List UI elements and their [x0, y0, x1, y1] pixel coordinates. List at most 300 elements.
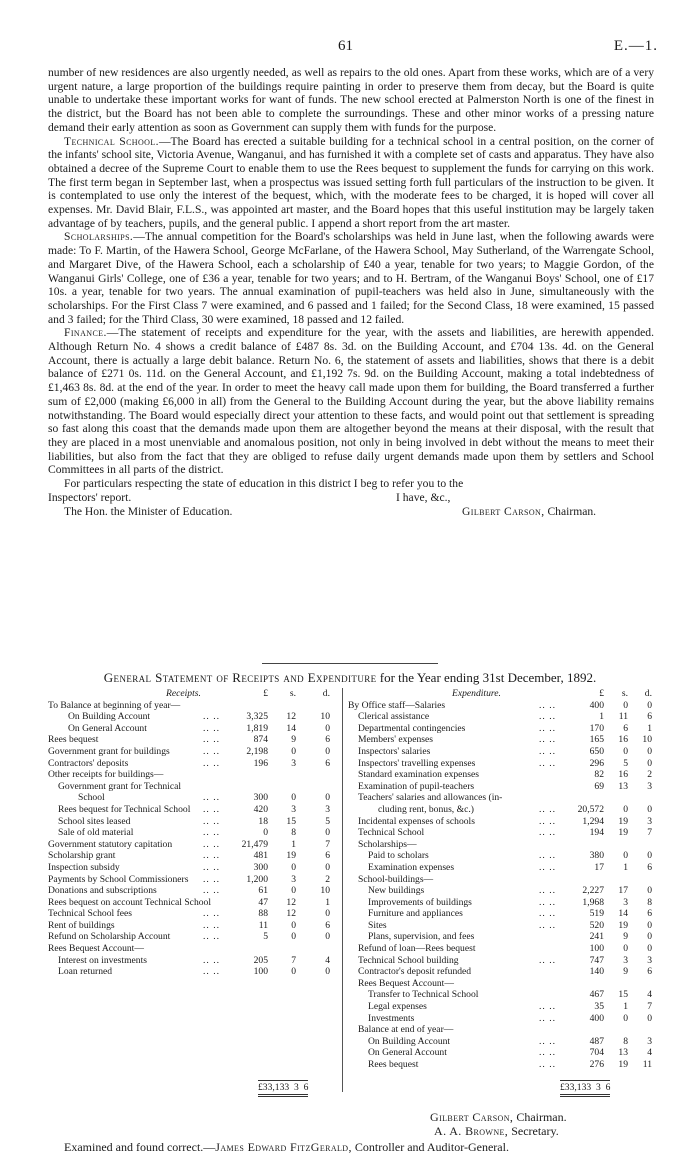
- amount-pence: 0: [647, 745, 652, 757]
- leader-dots: .. ..: [539, 827, 556, 839]
- paragraph-buildings: number of new residences are also urgently needed, as well as repairs to the old ones. Apart from these works, which are of a very urgent nature, a large proportion of the buildings require painting in order to preserve them from decay, but the Board is quite unable to undertake these important works for want of funds. The new school erected at Palmerston North is one of the finest in the district, but the Board has not been able to complete the surroundings. These and other minor works of a pressing nature demand their early attention as soon as Government can supply them with funds for the purpose.: [48, 66, 654, 134]
- signer: [462, 505, 596, 519]
- secretary-title: Secretary.: [511, 1124, 559, 1138]
- ledger-label: Government grant for buildings: [48, 745, 170, 757]
- amount-pounds: 276: [589, 1059, 604, 1070]
- ledger-row: [348, 966, 652, 978]
- leader-dots: .. ..: [539, 815, 556, 827]
- leader-dots: .. ..: [539, 722, 556, 734]
- total-shillings: 3: [595, 1082, 601, 1093]
- amount-pence: 0: [325, 931, 330, 943]
- ledger-label: School: [78, 792, 105, 804]
- ledger-label: Technical School fees: [48, 908, 133, 920]
- ledger-label: Clerical assistance: [358, 711, 430, 723]
- amount-shillings: 3: [623, 896, 628, 908]
- leader-dots: .. ..: [539, 734, 556, 746]
- amount-pence: 3: [325, 803, 330, 815]
- ledger-label: To Balance at beginning of year—: [48, 699, 181, 711]
- amount-pounds: 467: [589, 989, 604, 1001]
- ledger-row: [48, 931, 336, 943]
- ledger-label: Contractor's deposit refunded: [358, 966, 472, 978]
- leader-dots: .. ..: [539, 850, 556, 862]
- amount-pounds: 100: [589, 943, 604, 955]
- ledger-row: [48, 734, 336, 746]
- page-number: 61: [338, 38, 353, 54]
- amount-pounds: 140: [589, 966, 604, 978]
- leader-dots: .. ..: [539, 896, 556, 908]
- ledger-row: [348, 943, 652, 955]
- ledger-label: Furniture and appliances: [368, 908, 463, 920]
- amount-pence: 7: [647, 827, 652, 839]
- ledger-label: Technical School building: [358, 954, 459, 966]
- ledger-label: Refund on Scholarship Account: [48, 931, 171, 943]
- amount-shillings: 0: [291, 931, 296, 943]
- amount-shillings: 3: [291, 803, 296, 815]
- leader-dots: .. ..: [203, 792, 220, 804]
- amount-pence: 0: [647, 757, 652, 769]
- amount-pounds: 2,198: [246, 745, 268, 757]
- amount-shillings: 15: [286, 815, 296, 827]
- ledger-row: [48, 769, 336, 781]
- leader-dots: .. ..: [539, 954, 556, 966]
- leader-dots: .. ..: [539, 745, 556, 757]
- amount-pence: 0: [325, 722, 330, 734]
- report-body: [48, 66, 654, 533]
- amount-shillings: 11: [618, 711, 628, 723]
- currency-header-s: s.: [289, 688, 296, 699]
- amount-shillings: 9: [623, 966, 628, 978]
- section-heading: Finance.: [64, 326, 107, 340]
- ledger-row: [348, 874, 652, 886]
- amount-pence: 8: [647, 896, 652, 908]
- ledger-row: [48, 966, 336, 978]
- ledger-row: [348, 989, 652, 1001]
- ledger-row: [348, 816, 652, 828]
- amount-shillings: 12: [286, 711, 296, 723]
- amount-pence: 0: [325, 966, 330, 978]
- amount-pence: 6: [325, 757, 330, 769]
- ledger-row: [348, 920, 652, 932]
- leader-dots: .. ..: [203, 745, 220, 757]
- amount-shillings: 0: [623, 943, 628, 955]
- ledger-label: Investments: [368, 1012, 415, 1024]
- total-pence: 6: [303, 1082, 309, 1093]
- ledger-label: Balance at end of year—: [358, 1024, 454, 1036]
- leader-dots: .. ..: [539, 919, 556, 931]
- amount-pounds: 35: [594, 1001, 604, 1013]
- amount-pence: 6: [325, 850, 330, 862]
- leader-dots: .. ..: [203, 734, 220, 746]
- ledger-label: By Office staff—Salaries: [348, 699, 446, 711]
- leader-dots: .. ..: [539, 803, 556, 815]
- leader-dots: .. ..: [203, 885, 220, 897]
- ledger-label: School sites leased: [58, 815, 131, 827]
- amount-pounds: 400: [589, 699, 604, 711]
- ledger-label: Transfer to Technical School: [368, 989, 479, 1001]
- amount-pence: 0: [647, 699, 652, 711]
- statement-title: [0, 670, 700, 686]
- expenditure-total: [560, 1082, 610, 1093]
- leader-dots: .. ..: [203, 850, 220, 862]
- auditor-name: James Edward FitzGerald,: [215, 1140, 352, 1154]
- expenditure-column: [348, 688, 652, 1071]
- ledger-row: [48, 862, 336, 874]
- receipts-total: [258, 1082, 308, 1093]
- currency-header-s: s.: [621, 688, 628, 699]
- ledger-row: [348, 1047, 652, 1059]
- ledger-label: Rent of buildings: [48, 919, 115, 931]
- amount-pence: 0: [325, 861, 330, 873]
- ledger-row: [348, 862, 652, 874]
- ledger-label: On Building Account: [368, 1035, 451, 1047]
- amount-shillings: 0: [623, 699, 628, 711]
- ledger-label: Other receipts for buildings—: [48, 769, 164, 781]
- amount-shillings: 16: [618, 769, 628, 781]
- amount-pounds: 47: [258, 896, 268, 908]
- amount-pence: 10: [320, 711, 330, 723]
- currency-header-d: d.: [644, 688, 652, 699]
- ledger-label: Examination expenses: [368, 861, 455, 873]
- amount-pounds: 194: [589, 827, 604, 839]
- closing-have: I have, &c.,: [396, 491, 451, 505]
- amount-pence: 11: [642, 1059, 652, 1070]
- paragraph-technical-school: [48, 135, 654, 231]
- amount-pounds: 747: [589, 954, 604, 966]
- ledger-row: [348, 700, 652, 712]
- amount-shillings: 14: [618, 908, 628, 920]
- leader-dots: .. ..: [539, 1059, 556, 1070]
- amount-shillings: 0: [291, 919, 296, 931]
- amount-pounds: 1,294: [582, 815, 604, 827]
- leader-dots: .. ..: [203, 722, 220, 734]
- ledger-row: [348, 931, 652, 943]
- amount-shillings: 19: [286, 850, 296, 862]
- amount-shillings: 3: [623, 954, 628, 966]
- leader-dots: .. ..: [203, 966, 220, 978]
- amount-shillings: 8: [291, 827, 296, 839]
- amount-pounds: 3,325: [246, 711, 268, 723]
- column-divider: [342, 688, 343, 1092]
- ledger-row: [348, 839, 652, 851]
- amount-pounds: 519: [589, 908, 604, 920]
- closing-text-2: Inspectors' report.: [48, 491, 132, 505]
- total-pounds: £33,133: [560, 1082, 592, 1093]
- total-pounds: £33,133: [258, 1082, 290, 1093]
- ledger-row: [48, 792, 336, 804]
- amount-pence: 5: [325, 815, 330, 827]
- chairman-name: Gilbert Carson,: [430, 1110, 514, 1124]
- amount-pounds: 20,572: [577, 803, 604, 815]
- leader-dots: .. ..: [203, 954, 220, 966]
- leader-dots: .. ..: [203, 838, 220, 850]
- ledger-label: Sale of old material: [58, 827, 134, 839]
- ledger-row: [48, 781, 336, 793]
- amount-pence: 0: [325, 908, 330, 920]
- amount-shillings: 0: [623, 803, 628, 815]
- amount-pounds: 2,227: [582, 885, 604, 897]
- amount-shillings: 13: [618, 780, 628, 792]
- ledger-label: Examination of pupil-teachers: [358, 780, 475, 792]
- section-heading: Technical School.: [64, 134, 159, 148]
- ledger-row: [48, 920, 336, 932]
- leader-dots: .. ..: [539, 1047, 556, 1059]
- ledger-row: [48, 943, 336, 955]
- ledger-row: [348, 908, 652, 920]
- ledger-label: New buildings: [368, 885, 425, 897]
- amount-pounds: 300: [253, 861, 268, 873]
- amount-pounds: 196: [253, 757, 268, 769]
- secretary-name: A. A. Browne,: [434, 1124, 509, 1138]
- amount-pounds: 21,479: [241, 838, 268, 850]
- amount-shillings: 1: [623, 1001, 628, 1013]
- paragraph-finance: [48, 326, 654, 477]
- ledger-label: cluding rent, bonus, &c.): [378, 803, 474, 815]
- amount-pounds: 100: [253, 966, 268, 978]
- ledger-label: Paid to scholars: [368, 850, 429, 862]
- amount-pence: 3: [647, 954, 652, 966]
- amount-shillings: 0: [291, 745, 296, 757]
- amount-pence: 6: [325, 734, 330, 746]
- ledger-row: [48, 723, 336, 735]
- statement-title-period: for the Year ending 31st December, 1892.: [379, 670, 597, 685]
- ledger-row: [348, 955, 652, 967]
- amount-pounds: 165: [589, 734, 604, 746]
- amount-shillings: 12: [286, 896, 296, 908]
- leader-dots: .. ..: [539, 908, 556, 920]
- amount-shillings: 8: [623, 1035, 628, 1047]
- amount-pence: 6: [647, 908, 652, 920]
- ledger-label: Rees bequest for Technical School: [58, 803, 191, 815]
- amount-pounds: 296: [589, 757, 604, 769]
- amount-shillings: 9: [623, 931, 628, 943]
- ledger-label: Departmental contingencies: [358, 722, 466, 734]
- leader-dots: .. ..: [539, 757, 556, 769]
- amount-pounds: 82: [594, 769, 604, 781]
- ledger-label: Inspection subsidy: [48, 861, 120, 873]
- amount-pence: 6: [647, 861, 652, 873]
- amount-pence: 4: [647, 989, 652, 1001]
- amount-shillings: 0: [291, 792, 296, 804]
- amount-pence: 0: [325, 827, 330, 839]
- amount-pounds: 205: [253, 954, 268, 966]
- ledger-row: [348, 978, 652, 990]
- ledger-row: [348, 723, 652, 735]
- audit-text: Examined and found correct.—: [64, 1140, 216, 1154]
- ledger-row: [348, 792, 652, 804]
- amount-pence: 3: [647, 780, 652, 792]
- amount-pounds: 18: [258, 815, 268, 827]
- ledger-row: [48, 758, 336, 770]
- ledger-label: Improvements of buildings: [368, 896, 472, 908]
- ledger-label: On Building Account: [68, 711, 151, 723]
- leader-dots: .. ..: [203, 861, 220, 873]
- ledger-row: [348, 827, 652, 839]
- footer-audit: [64, 1140, 509, 1155]
- ledger-label: Payments by School Commissioners: [48, 873, 189, 885]
- ledger-label: Government grant for Technical: [58, 780, 182, 792]
- amount-pounds: 17: [594, 861, 604, 873]
- ledger-label: Interest on investments: [58, 954, 147, 966]
- ledger-row: [48, 908, 336, 920]
- section-text: —The Board has erected a suitable building for a technical school in a central position, on the corner of the infants' school site, Victoria Avenue, Wanganui, and has furnished it with a complete set of casts and apparatus. They have also obtained a decree of the Supreme Court to enable them to use the Rees bequest to supplement the funds for carrying on this work. The first term began in September last, when a prospectus was issued setting forth full particulars of the instruction to be given. It is contemplated to use only the interest of the bequest, which, with the moderate fees to be charged, it is hoped will cover all expenses. Mr. David Blair, F.L.S., was appointed art master, and the Board hopes that this useful institution may be largely taken advantage of by teachers, pupils, and the general public. I append a short report from the art master.: [48, 134, 655, 230]
- amount-pence: 4: [325, 954, 330, 966]
- divider: [262, 663, 438, 664]
- amount-pounds: 400: [589, 1012, 604, 1024]
- amount-pence: 0: [647, 919, 652, 931]
- ledger-label: Teachers' salaries and allowances (in-: [358, 792, 503, 804]
- amount-pence: 0: [647, 885, 652, 897]
- ledger-row: [348, 1001, 652, 1013]
- amount-pounds: 380: [589, 850, 604, 862]
- ledger-label: Rees Bequest Account—: [358, 977, 454, 989]
- ledger-row: [348, 758, 652, 770]
- ledger-row: [348, 804, 652, 816]
- amount-pounds: 88: [258, 908, 268, 920]
- amount-shillings: 1: [291, 838, 296, 850]
- amount-pence: 6: [325, 919, 330, 931]
- amount-shillings: 17: [618, 885, 628, 897]
- amount-shillings: 19: [618, 1059, 628, 1070]
- leader-dots: .. ..: [203, 757, 220, 769]
- ledger-row: [48, 897, 336, 909]
- ledger-label: Refund of loan—Rees bequest: [358, 943, 476, 955]
- ledger-label: Legal expenses: [368, 1001, 427, 1013]
- page-header: [0, 38, 700, 60]
- amount-pounds: 1,200: [246, 873, 268, 885]
- amount-pence: 7: [647, 1001, 652, 1013]
- ledger-label: Government statutory capitation: [48, 838, 173, 850]
- ledger-label: On General Account: [368, 1047, 447, 1059]
- ledger-row: [48, 711, 336, 723]
- column-heading: Receipts.: [166, 688, 201, 699]
- amount-shillings: 19: [618, 919, 628, 931]
- ledger-label: Plans, supervision, and fees: [368, 931, 475, 943]
- amount-shillings: 12: [286, 908, 296, 920]
- signer-name: Gilbert Carson,: [462, 505, 545, 519]
- ledger-label: Sites: [368, 919, 387, 931]
- amount-shillings: 0: [291, 885, 296, 897]
- amount-shillings: 0: [291, 966, 296, 978]
- receipts-column: [48, 688, 336, 978]
- amount-shillings: 14: [286, 722, 296, 734]
- amount-pence: 6: [647, 711, 652, 723]
- leader-dots: .. ..: [539, 1001, 556, 1013]
- amount-pence: 3: [647, 815, 652, 827]
- ledger-label: Loan returned: [58, 966, 113, 978]
- amount-pounds: 874: [253, 734, 268, 746]
- amount-shillings: 0: [623, 850, 628, 862]
- ledger-label: Inspectors' salaries: [358, 745, 431, 757]
- closing-block: [48, 477, 654, 507]
- amount-pounds: 11: [258, 919, 268, 931]
- amount-pence: 0: [647, 803, 652, 815]
- leader-dots: .. ..: [539, 861, 556, 873]
- ledger-label: Donations and subscriptions: [48, 885, 157, 897]
- currency-header-d: d.: [322, 688, 330, 699]
- amount-pounds: 61: [258, 885, 268, 897]
- ledger-label: Scholarships—: [358, 838, 417, 850]
- amount-pounds: 1,819: [246, 722, 268, 734]
- ledger-row: [48, 850, 336, 862]
- amount-shillings: 3: [291, 873, 296, 885]
- amount-pence: 6: [647, 966, 652, 978]
- ledger-label: Rees bequest: [368, 1059, 419, 1070]
- amount-pence: 1: [325, 896, 330, 908]
- leader-dots: .. ..: [539, 1012, 556, 1024]
- section-text: —The statement of receipts and expenditure for the year, with the assets and liabilities, are herewith appended. Although Return No. 4 shows a credit balance of £487 8s. 3d. on the Building Account, and £704 13s. 4d. on the General Account, there is actually a large debit balance. Return No. 6, the statement of assets and liabilities, shows that there is a debit balance of £271 0s. 11d. on the General Account, and £1,192 7s. 9d. on the Building Account, making a total indebtedness of £1,463 8s. 8d. at the end of the year. In order to meet the heavy call made upon them for building, the Board transferred a further sum of £2,000 (making £6,000 in all) from the General to the Building Account during the year, but the above liability remains notwithstanding. The Board would especially direct your attention to these facts, and would point out that settlement is spreading so fast along this coast that the demands made upon them are altogether beyond the means at their disposal, with the result that they are placed in a most unenviable and anomalous position, not only in being involved in debt without the means to meet their liabilities, but also from the fact that they are obliged to refuse daily urgent demands made upon them by settlers and School Committees in all parts of the district.: [48, 326, 654, 477]
- auditor-title: Controller and Auditor-General.: [354, 1140, 509, 1154]
- amount-pounds: 520: [589, 919, 604, 931]
- amount-shillings: 19: [618, 827, 628, 839]
- ledger-row: [348, 734, 652, 746]
- ledger-row: [48, 746, 336, 758]
- amount-pence: 10: [642, 734, 652, 746]
- amount-shillings: 9: [291, 734, 296, 746]
- amount-shillings: 0: [623, 1012, 628, 1024]
- amount-shillings: 1: [623, 861, 628, 873]
- ledger-label: Members' expenses: [358, 734, 433, 746]
- amount-shillings: 3: [291, 757, 296, 769]
- amount-pence: 0: [647, 850, 652, 862]
- amount-pence: 2: [647, 769, 652, 781]
- ledger-row: [48, 885, 336, 897]
- ledger-row: [348, 885, 652, 897]
- statement-title-main: General Statement of Receipts and Expenditure: [103, 670, 377, 685]
- ledger-row: [48, 816, 336, 828]
- ledger-label: Technical School: [358, 827, 425, 839]
- signer-title: Chairman.: [547, 505, 597, 519]
- amount-pounds: 487: [589, 1035, 604, 1047]
- amount-pounds: 650: [589, 745, 604, 757]
- ledger-row: [48, 874, 336, 886]
- section-heading: Scholarships.: [64, 230, 134, 244]
- amount-pence: 3: [647, 1035, 652, 1047]
- amount-shillings: 7: [291, 954, 296, 966]
- amount-pounds: 704: [589, 1047, 604, 1059]
- leader-dots: .. ..: [203, 908, 220, 920]
- ledger-row: [348, 711, 652, 723]
- ledger-label: Rees Bequest Account—: [48, 943, 144, 955]
- ledger-row: [348, 769, 652, 781]
- ledger-row: [348, 850, 652, 862]
- amount-pounds: 481: [253, 850, 268, 862]
- ledger-row: [48, 827, 336, 839]
- total-shillings: 3: [293, 1082, 299, 1093]
- ledger-label: Scholarship grant: [48, 850, 116, 862]
- leader-dots: .. ..: [203, 827, 220, 839]
- column-heading: Expenditure.: [452, 688, 501, 699]
- amount-shillings: 15: [618, 989, 628, 1001]
- amount-pounds: 241: [589, 931, 604, 943]
- leader-dots: .. ..: [539, 1035, 556, 1047]
- ledger-row: [348, 1036, 652, 1048]
- closing-text: For particulars respecting the state of education in this district I beg to refer you to the: [64, 477, 464, 491]
- currency-header-p: £: [599, 688, 604, 699]
- ledger-row: [48, 804, 336, 816]
- ledger-label: Incidental expenses of schools: [358, 815, 475, 827]
- total-pence: 6: [605, 1082, 611, 1093]
- ledger-row: [48, 700, 336, 712]
- amount-pounds: 1: [599, 711, 604, 723]
- amount-shillings: 6: [623, 722, 628, 734]
- currency-header-p: £: [263, 688, 268, 699]
- ledger-label: On General Account: [68, 722, 147, 734]
- ledger-label: Rees bequest: [48, 734, 99, 746]
- leader-dots: .. ..: [539, 711, 556, 723]
- column-header: [348, 688, 652, 700]
- leader-dots: .. ..: [539, 699, 556, 711]
- amount-pounds: 1,968: [582, 896, 604, 908]
